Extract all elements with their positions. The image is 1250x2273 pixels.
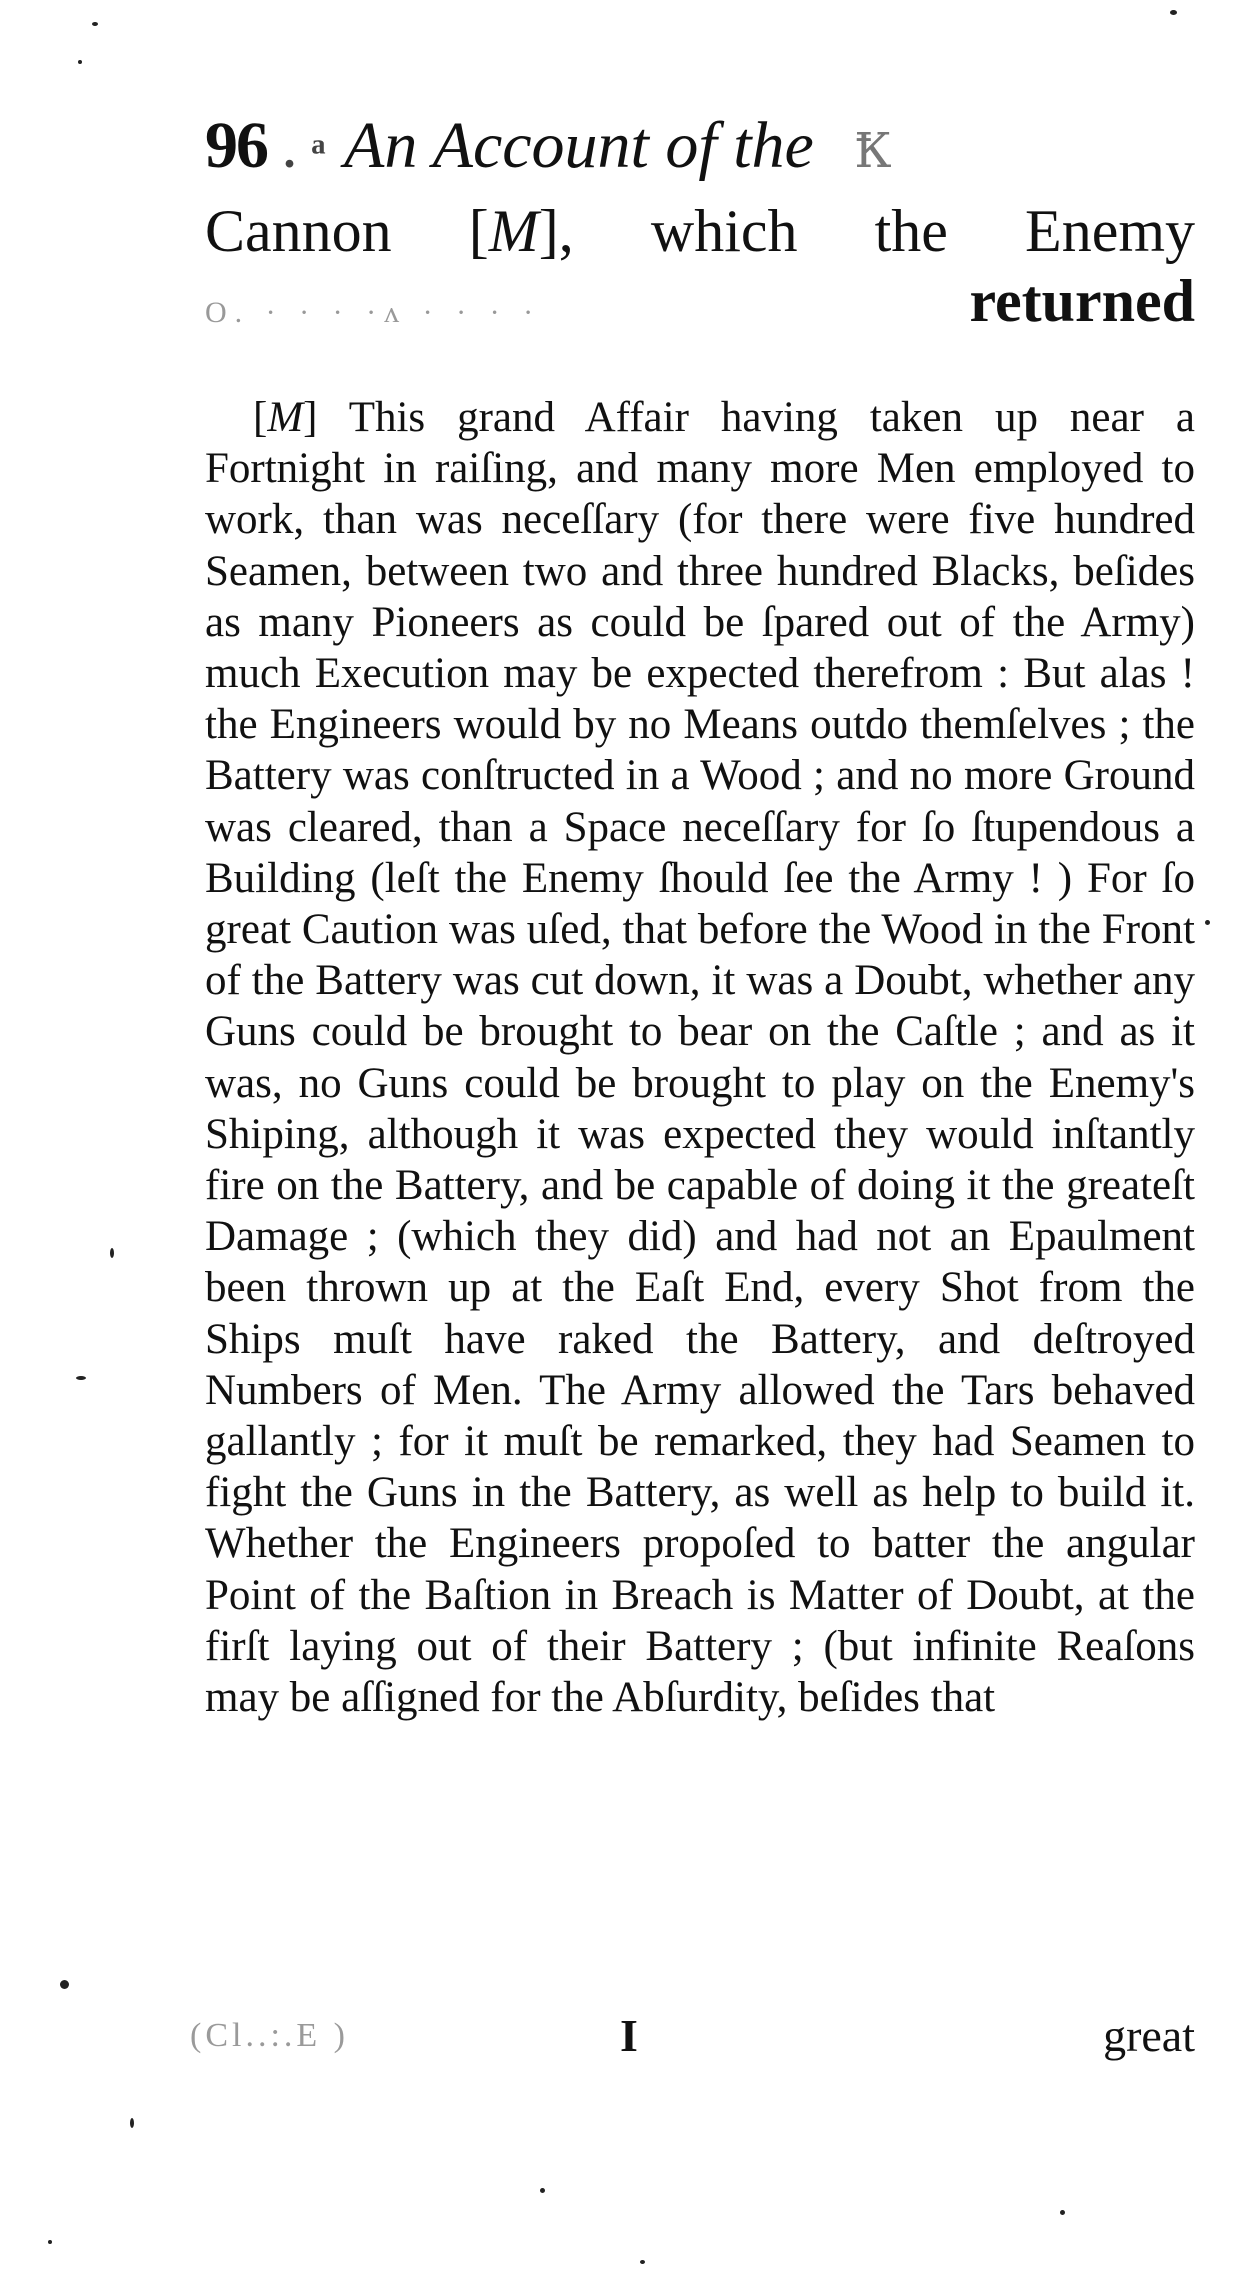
- heading-line-1-rest: which the Enemy: [650, 198, 1195, 264]
- speck: [76, 1376, 86, 1380]
- running-head: [205, 100, 1205, 192]
- faint-print-row: O. · · · ·ʌ · · · ·: [205, 296, 542, 329]
- speck: [130, 2118, 134, 2128]
- footnote-mark: [253, 394, 317, 441]
- footnote-paragraph: [205, 392, 1195, 1723]
- speck: [60, 1980, 69, 1989]
- heading-note-ref: [469, 198, 574, 264]
- speck: [48, 2240, 52, 2244]
- heading-word-cannon: Cannon: [205, 198, 392, 264]
- signature-mark: I: [620, 2010, 638, 2061]
- speck: [110, 1248, 114, 1258]
- heading-line-2: [205, 266, 1195, 348]
- page-number: 96: [205, 109, 267, 182]
- note-ref-open: [: [468, 198, 489, 264]
- speck: [640, 2260, 645, 2264]
- speck: [1205, 920, 1210, 925]
- page-footer: [190, 2006, 1195, 2066]
- speck: [540, 2188, 545, 2193]
- footnote-mark-letter: M: [267, 394, 304, 441]
- note-ref-letter: M: [488, 198, 539, 264]
- speck: [78, 60, 82, 64]
- footnote-text: This grand Affair having taken up near a Fortnight in raiſing, and many more Men employed to work, than was neceſſary (for there were five hundred Seamen, between two and three hundred Blacks, beſides as many Pioneers as could be ſpared out of the Army) much Execution may be expected therefrom : But alas ! the Engineers would by no Means outdo themſelves ; the Battery was conſtructed in a Wood ; and no more Ground was cleared, than a Space neceſſary for ſo ſtupendous a Building (leſt the Enemy ſhould ſee the Army ! ) For ſo great Caution was uſed, that before the Wood in the Front of the Battery was cut down, it was a Doubt, whether any Guns could be brought to bear on the Caſtle ; and as it was, no Guns could be brought to play on the Enemy's Shiping, although it was expected they would inſtantly fire on the Battery, and be capable of doing it the greateſt Damage ; (which they did) and had not an Epaulment been thrown up at the Eaſt End, every Shot from the Ships muſt have raked the Battery, and deſtroyed Numbers of Men. The Army allowed the Tars behaved gallantly ; for it muſt be remarked, they had Seamen to fight the Guns in the Battery, as well as help to build it. Whether the Engineers propoſed to batter the angular Point of the Baſtion in Breach is Matter of Doubt, at the firſt laying out of their Battery ; (but infinite Reaſons may be aſſigned for the Abſurdity, beſides that: [205, 394, 1195, 1722]
- smudge-right: Ꝁ: [854, 125, 892, 178]
- footnote-mark-open: [: [253, 394, 268, 441]
- heading-word-returned: returned: [969, 268, 1195, 334]
- smudge-left: . ᵃ: [283, 125, 328, 178]
- note-ref-close: ],: [538, 198, 574, 264]
- speck: [92, 22, 98, 26]
- heading-line-1: [205, 196, 1195, 266]
- catchword: great: [1103, 2010, 1195, 2061]
- footnote-mark-close: ]: [303, 394, 318, 441]
- running-title: An Account of the: [344, 109, 814, 182]
- faint-footer-mark: (Cl..:.E ): [190, 2017, 349, 2054]
- speck: [1170, 10, 1177, 15]
- speck: [1060, 2210, 1065, 2215]
